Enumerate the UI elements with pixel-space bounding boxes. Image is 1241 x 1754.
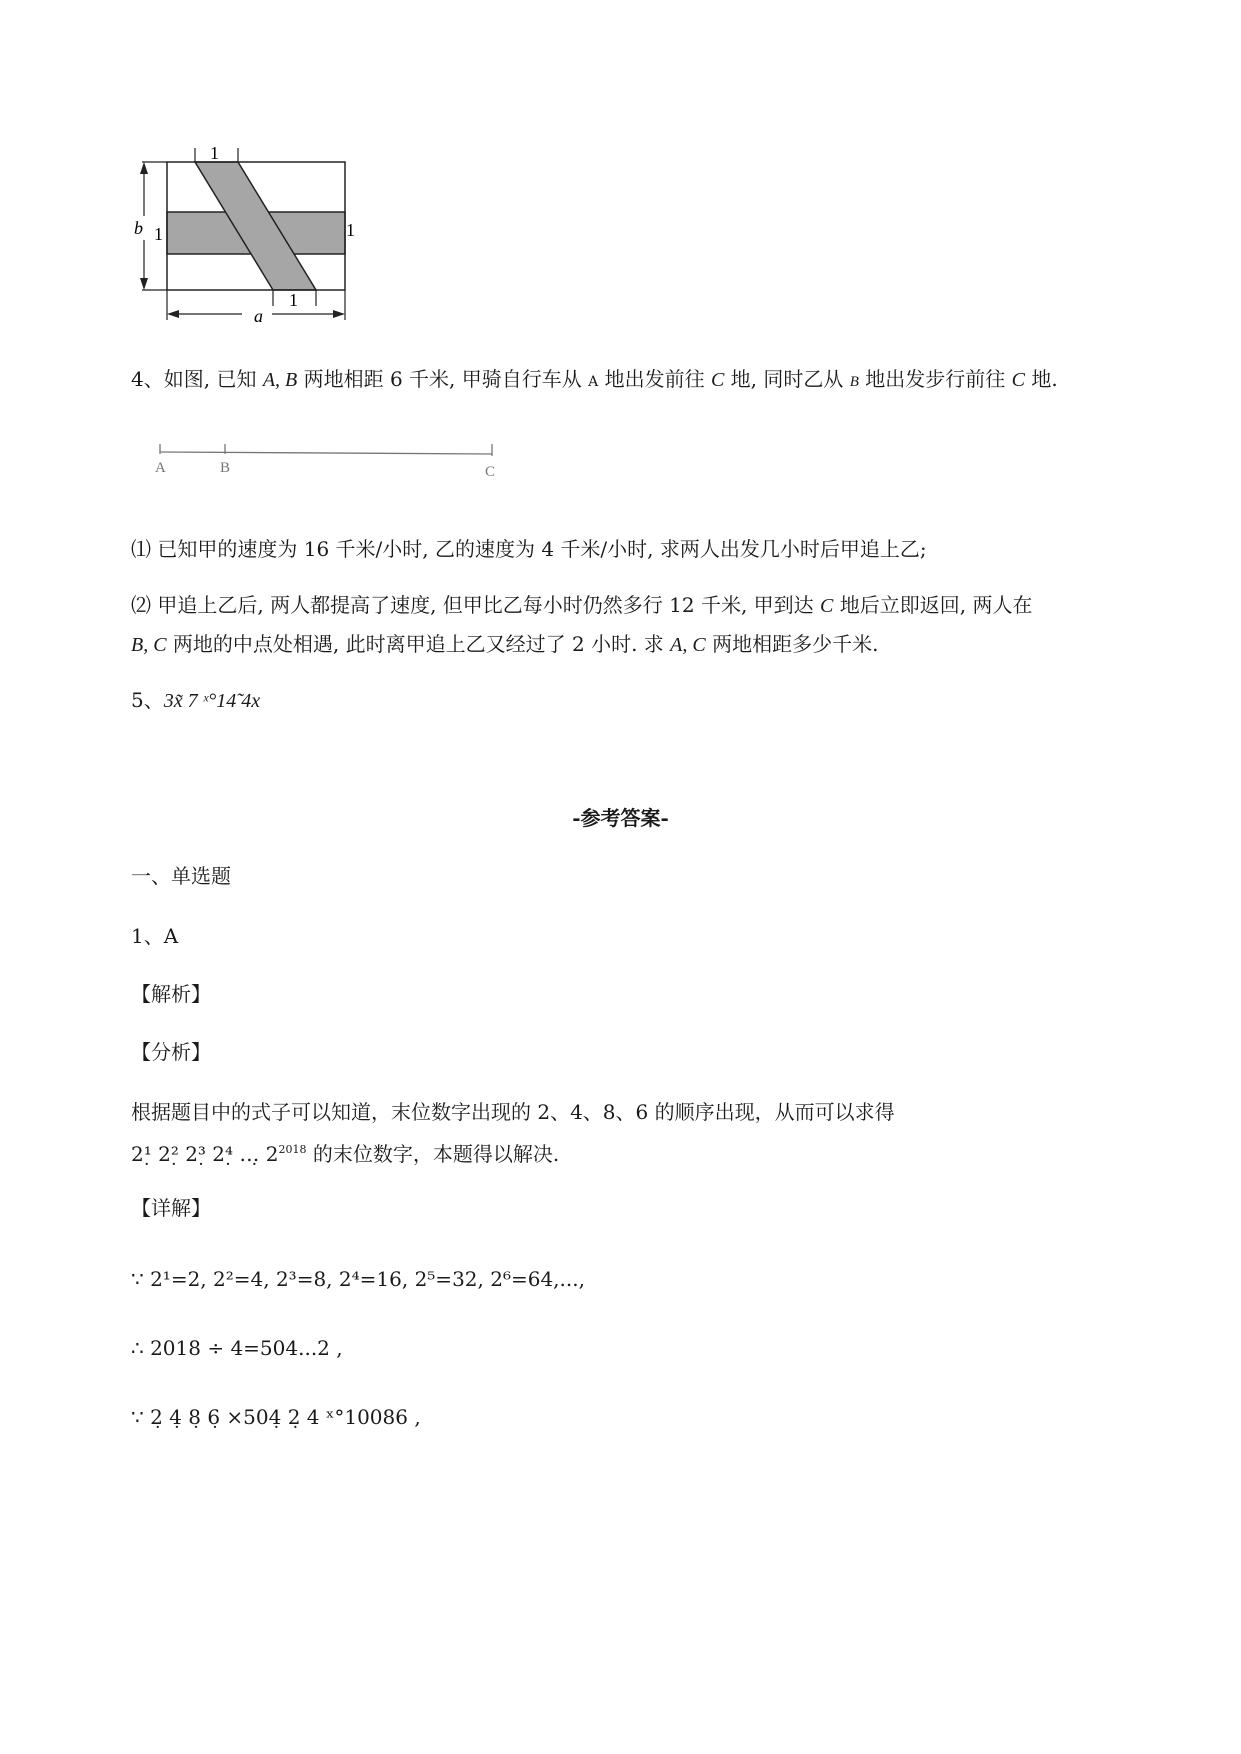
question-4-part-2-line-2: B, C 两地的中点处相遇, 此时离甲追上乙又经过了 2 小时. 求 A, C 两地相距多少千米. xyxy=(131,632,879,656)
analysis-text-line-1: 根据题目中的式子可以知道，末位数字出现的 2、4、8、6 的顺序出现，从而可以求得 xyxy=(131,1100,895,1124)
a-label: a xyxy=(254,306,263,326)
analysis-heading: 【解析】 xyxy=(131,982,211,1006)
question-4-text: 4、如图, 已知 A, B 两地相距 6 千米, 甲骑自行车从 A 地出发前往 C 地, 同时乙从 B 地出发步行前往 C 地. xyxy=(131,367,1058,391)
section-heading: 一、单选题 xyxy=(131,864,231,888)
point-b-label: B xyxy=(220,460,231,476)
question-5: 5、3x̃ 7 ˣ°14̃ 4x xyxy=(131,688,261,712)
fenxi-heading: 【分析】 xyxy=(131,1040,211,1064)
strip-rectangle-figure xyxy=(130,140,370,330)
bottom-width-label: 1 xyxy=(289,290,298,310)
left-height-label: 1 xyxy=(154,224,163,244)
point-a-label: A xyxy=(155,460,166,476)
answer-1: 1、A xyxy=(131,924,179,948)
answer-title: -参考答案- xyxy=(572,806,669,830)
detail-step-3: ∵ 2̣ 4̣ 8̣ 6̣ ×504̣ 2̣ 4 ˣ°10086 , xyxy=(131,1405,421,1429)
detail-heading: 【详解】 xyxy=(131,1196,211,1220)
b-label: b xyxy=(134,218,143,238)
point-c-label: C xyxy=(485,464,496,480)
detail-step-2: ∴ 2018 ÷ 4=504...2 , xyxy=(131,1336,343,1360)
detail-step-1: ∵ 2¹=2, 2²=4, 2³=8, 2⁴=16, 2⁵=32, 2⁶=64,..., xyxy=(131,1267,585,1291)
question-4-part-2-line-1: ⑵ 甲追上乙后, 两人都提高了速度, 但甲比乙每小时仍然多行 12 千米, 甲到达 C 地后立即返回, 两人在 xyxy=(131,593,1033,617)
right-height-label: 1 xyxy=(346,220,355,240)
abc-line-figure xyxy=(150,440,510,485)
analysis-text-line-2: 2¹̣ 2²̣ 2³̣ 2⁴̣ …̣ $2^{2018}$ 的末位数字，本题得以解决. xyxy=(131,1142,560,1166)
question-4-part-1: ⑴ 已知甲的速度为 16 千米/小时, 乙的速度为 4 千米/小时, 求两人出发几小时后甲追上乙; xyxy=(131,537,927,561)
top-width-label: 1 xyxy=(210,143,219,163)
